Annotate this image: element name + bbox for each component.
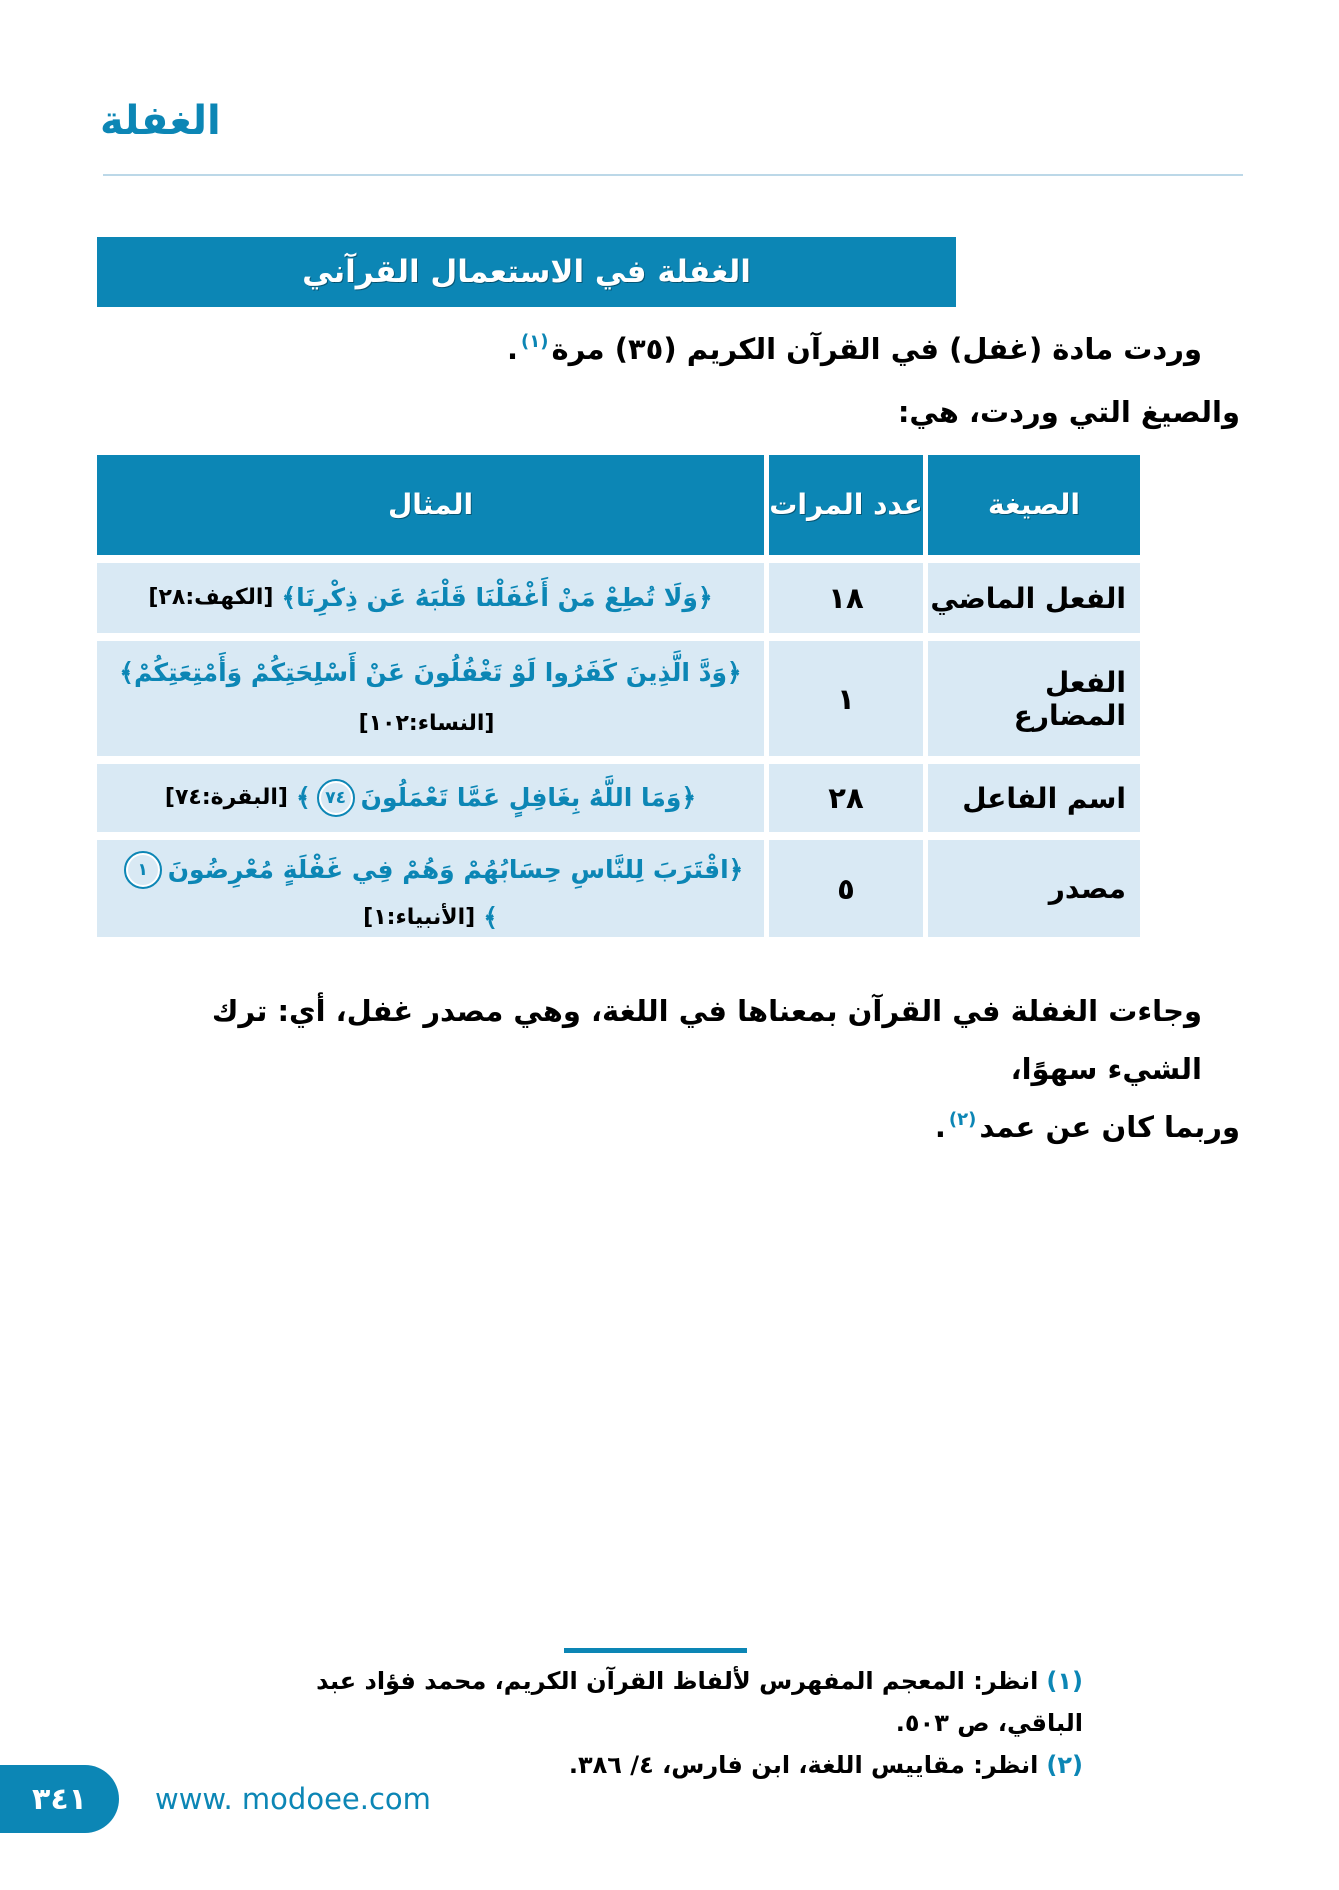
- table-row-1-count: ١٨: [769, 563, 923, 633]
- table-row-2-example: [97, 641, 764, 756]
- table-header-form: الصيغة: [928, 455, 1140, 555]
- ayah-number-medallion: ٧٤: [317, 779, 355, 817]
- website-link[interactable]: www. modoee.com: [155, 1782, 431, 1816]
- forms-table: [97, 455, 1140, 937]
- table-row-3-count: ٢٨: [769, 764, 923, 832]
- table-row-4-form: مصدر: [928, 840, 1140, 937]
- quran-verse: ﴿اقْتَرَبَ لِلنَّاسِ حِسَابُهُمْ وَهُمْ فِي غَفْلَةٍ مُعْرِضُونَ: [167, 855, 744, 884]
- table-row-3-form: اسم الفاعل: [928, 764, 1140, 832]
- quran-verse: ﴿وَدَّ الَّذِينَ كَفَرُوا لَوْ تَغْفُلُونَ عَنْ أَسْلِحَتِكُمْ وَأَمْتِعَتِكُمْ: [133, 657, 742, 687]
- footnote-2-marker: (٢): [1046, 1751, 1083, 1779]
- section-banner: [97, 237, 956, 307]
- table-header-example: المثال: [97, 455, 764, 555]
- verse-reference: [البقرة:٧٤]: [164, 785, 288, 810]
- verse-reference: [الكهف:٢٨]: [148, 585, 274, 610]
- intro-paragraph: [130, 320, 1240, 441]
- verse-close-mark: ﴾: [119, 657, 134, 687]
- ayah-number-medallion: ١: [124, 851, 162, 889]
- page-title: الغفلة: [100, 98, 221, 144]
- body-paragraph: [130, 982, 1240, 1161]
- verse-reference: [النساء:١٠٢]: [358, 711, 495, 737]
- page-number-tab: [0, 1765, 119, 1833]
- table-row-1-example: [97, 563, 764, 633]
- page-number: ٣٤١: [32, 1781, 87, 1817]
- intro-line-2: والصيغ التي وردت، هي:: [897, 395, 1240, 429]
- table-row-4-count: ٥: [769, 840, 923, 937]
- table-row-3-example: [97, 764, 764, 832]
- footnote-1-marker: (١): [1046, 1667, 1083, 1695]
- section-banner-title: الغفلة في الاستعمال القرآني: [302, 254, 751, 290]
- footnote-separator: [564, 1648, 747, 1653]
- verse-close-mark: ﴾: [295, 783, 311, 812]
- verse-close-mark: ﴾: [483, 903, 498, 932]
- body-line-1: وجاءت الغفلة في القرآن بمعناها في اللغة، وهي مصدر غفل، أي: ترك الشيء سهوًا،: [211, 994, 1202, 1086]
- footnote-2-text: انظر: مقاييس اللغة، ابن فارس، ٤/ ٣٨٦.: [568, 1751, 1039, 1779]
- footnote-reference-2: (٢): [948, 1109, 977, 1130]
- intro-line-1-period: .: [507, 332, 519, 366]
- footnote-1: [253, 1660, 1083, 1744]
- body-line-2-text: وربما كان عن عمد: [979, 1110, 1240, 1144]
- table-row-2-form: الفعل المضارع: [928, 641, 1140, 756]
- quran-verse: ﴿وَلَا تُطِعْ مَنْ أَغْفَلْنَا قَلْبَهُ عَن ذِكْرِنَا: [296, 583, 713, 612]
- footnote-1-text: انظر: المعجم المفهرس لألفاظ القرآن الكريم، محمد فؤاد عبد الباقي، ص ٥٠٣.: [316, 1667, 1083, 1737]
- intro-line-1-text: وردت مادة (غفل) في القرآن الكريم (٣٥) مرة: [551, 332, 1202, 366]
- table-row-2-count: ١: [769, 641, 923, 756]
- body-line-2-period: .: [934, 1110, 946, 1144]
- table-row-4-example: [97, 840, 764, 937]
- header-divider: [103, 174, 1243, 176]
- table-header-count: عدد المرات: [769, 455, 923, 555]
- body-line-2: [130, 1098, 1240, 1161]
- verse-reference: [الأنبياء:١]: [363, 905, 476, 930]
- footnotes: [253, 1660, 1083, 1786]
- quran-verse: ﴿وَمَا اللَّهُ بِغَافِلٍ عَمَّا تَعْمَلُونَ: [360, 783, 697, 812]
- table-row-1-form: الفعل الماضي: [928, 563, 1140, 633]
- intro-line-1: [130, 320, 1240, 383]
- footnote-reference-1: (١): [521, 331, 549, 352]
- footnote-2: [253, 1744, 1083, 1786]
- verse-close-mark: ﴾: [281, 583, 297, 612]
